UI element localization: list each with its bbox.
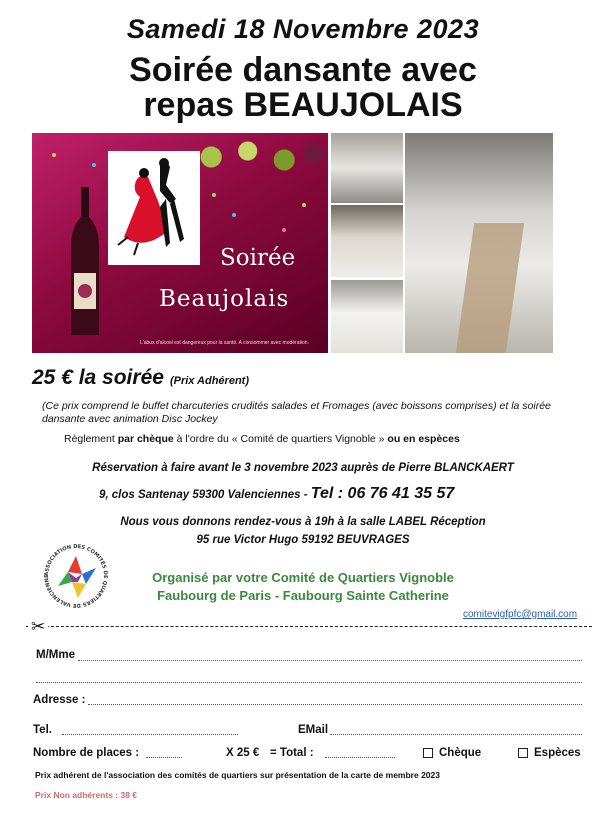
non-member-price: Prix Non adhérents : 38 €: [35, 790, 138, 800]
alcohol-warning: L'abus d'alcool est dangereux pour la santé. A consommer avec modération.: [140, 340, 309, 346]
total-field[interactable]: [325, 757, 395, 758]
price: [32, 366, 249, 390]
event-title-line2: repas BEAUJOLAIS: [143, 86, 463, 124]
price-note: (Prix Adhérent): [169, 375, 249, 387]
tel-label: Tel.: [33, 724, 52, 736]
table-setting-photo: [405, 133, 553, 353]
email-label: EMail: [298, 724, 329, 736]
venue-line2: 95 rue Victor Hugo 59192 BEUVRAGES: [196, 534, 410, 546]
table-runner: [456, 223, 524, 353]
cheque-option[interactable]: [423, 747, 481, 759]
soiree-beaujolais-banner: [32, 133, 328, 353]
total-label: = Total :: [270, 747, 314, 759]
contact-address-text: 9, clos Santenay 59300 Valenciennes -: [99, 489, 311, 501]
price-description: (Ce prix comprend le buffet charcuteries crudités salades et Fromages (avec boissons comprises) et la soirée dansante avec animation Disc Jockey: [42, 400, 551, 425]
unit-price: X 25 €: [226, 747, 260, 759]
scissors-icon: ✂: [28, 617, 48, 637]
member-note: Prix adhérent de l'association des comités de quartiers sur présentation de la carte de membre 2023: [35, 770, 440, 780]
tel-field[interactable]: [62, 734, 238, 735]
dancing-couple-illustration: [108, 151, 200, 265]
contact-address: [99, 485, 454, 503]
cash-option[interactable]: [518, 747, 581, 759]
cheque-label: Chèque: [439, 747, 482, 759]
name-label: M/Mme: [36, 649, 75, 661]
venue-photo-3: [331, 280, 403, 353]
wine-bottle-image: [70, 187, 100, 337]
name-field-line2[interactable]: [36, 682, 582, 683]
price-value: 25 € la soirée: [32, 366, 164, 389]
cash-label: Espèces: [534, 747, 581, 759]
event-date: Samedi 18 Novembre 2023: [126, 14, 480, 44]
contact-phone: Tel : 06 76 41 35 57: [310, 485, 455, 502]
payment-order: à l'ordre du « Comité de quartiers Vignoble »: [173, 433, 388, 445]
organizer-email-link[interactable]: comitevigfpfc@gmail.com: [463, 609, 578, 620]
payment-info: [64, 433, 460, 445]
payment-cash: ou en espèces: [387, 433, 460, 445]
cut-line: [26, 626, 592, 627]
event-title-line1: Soirée dansante avec: [129, 51, 477, 89]
cheque-checkbox[interactable]: [423, 748, 433, 758]
email-field[interactable]: [330, 734, 582, 735]
payment-cheque: par chèque: [117, 433, 174, 445]
promo-beaujolais-text: Beaujolais: [159, 286, 290, 312]
grape-vine-decoration: [182, 133, 328, 193]
address-field[interactable]: [88, 704, 582, 705]
cash-checkbox[interactable]: [518, 748, 528, 758]
venue-photo-1: [331, 133, 403, 203]
address-label: Adresse :: [33, 694, 86, 706]
promo-soiree-text: Soirée: [220, 245, 296, 271]
payment-prefix: Règlement: [64, 433, 118, 445]
places-field[interactable]: [146, 757, 182, 758]
organizer-line2: Faubourg de Paris - Faubourg Sainte Catherine: [157, 588, 449, 603]
venue-line1: Nous vous donnons rendez-vous à 19h à la salle LABEL Réception: [120, 516, 486, 528]
name-field[interactable]: [78, 660, 582, 661]
logo-ring-text: ASSOCIATION DES COMITÉS DE QUARTIERS DE VALENCIENNE: [43, 543, 109, 609]
reservation-info: Réservation à faire avant le 3 novembre 2023 auprès de Pierre BLANCKAERT: [92, 462, 514, 474]
venue-photo-2: [331, 205, 403, 277]
organizer-line1: Organisé par votre Comité de Quartiers Vignoble: [152, 570, 454, 585]
places-label: Nombre de places :: [33, 747, 140, 759]
